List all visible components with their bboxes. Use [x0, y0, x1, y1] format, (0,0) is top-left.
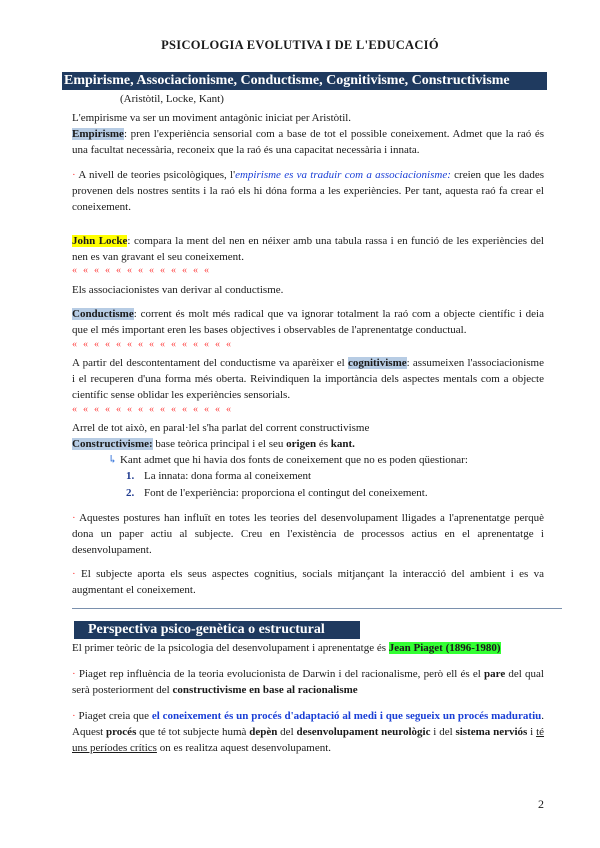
empirisme-text: : pren l'experiència sensorial com a base de tot el possible coneixement. Admet que la raó és una facultat necessària, reconeix que la raó és una capacitat necessària i innata.: [72, 128, 544, 156]
sistema-phrase: sistema nerviós: [455, 726, 528, 738]
conductisme-term: Conductisme: [72, 308, 134, 320]
pare-word: pare: [484, 668, 506, 680]
p2-text-e: i del: [430, 726, 456, 738]
cog-text-a: A partir del descontentament del conductisme va aparèixer el: [72, 357, 348, 369]
list-item: [126, 468, 536, 484]
p1-text-a: Piaget rep influència de la teoria evolucionista de Darwin i del racionalisme, però ell és el: [78, 668, 485, 680]
p2-text-b: . Aquest: [72, 710, 544, 738]
bullet-icon: ·: [72, 568, 76, 580]
list-text: Font de l'experiència: proporciona el contingut del coneixement.: [144, 487, 428, 499]
kant-text: Kant admet que hi havia dos fonts de coneixement que no es poden qüestionar:: [119, 454, 468, 466]
construct-es: és: [316, 438, 331, 450]
bullet-icon: ·: [72, 512, 76, 524]
piaget-influence-paragraph: [72, 666, 544, 698]
chevron-divider-1: «««««««««««««: [72, 265, 215, 276]
teories-text-b: creien que les dades provenen dels nostres sentits i la raó els hi dóna forma a les experiències. Per tant, aquesta raó fa crear el coneixement.: [72, 169, 545, 213]
subjecte-paragraph: [72, 566, 544, 598]
construct-text-a: base teòrica principal i el seu: [152, 438, 287, 450]
constructivisme-term: Constructivisme:: [72, 438, 153, 450]
bullet-icon: ·: [72, 668, 76, 680]
neuro-phrase: desenvolupament neurològic: [296, 726, 431, 738]
empirisme-paragraph: [72, 126, 544, 158]
arrow-icon: ↳: [108, 454, 118, 466]
authors-line: (Aristòtil, Locke, Kant): [120, 93, 224, 105]
constructivisme-phrase: constructivisme en base al racionalisme: [172, 684, 358, 696]
conductisme-paragraph: [72, 306, 544, 338]
locke-text: : compara la ment del nen en néixer amb una tabula rassa i en funció de les experiències del nen es van gravant el seu coneixement.: [72, 235, 544, 263]
list-number: 2.: [126, 487, 135, 499]
adaptacio-phrase: el coneixement és un procés d'adaptació al medi i que segueix un procés maduratiu: [151, 710, 542, 722]
page-number: 2: [538, 797, 544, 811]
divider: [72, 608, 562, 609]
conductisme-text: : corrent és molt més radical que va ignorar totalment la raó com a objecte científic i deia que el més important eren les bases objectives i observables de l'aprenentatge conductual.: [72, 308, 544, 336]
bullet-icon: ·: [72, 710, 76, 722]
teories-paragraph: [72, 167, 544, 215]
chevron-divider-3: «««««««««««««««: [72, 404, 237, 415]
subjecte-text: El subjecte aporta els seus aspectes cognitius, socials mitjançant la interacció del ambient i es va augmentant el coneixement.: [72, 568, 544, 596]
kant-line: [108, 452, 538, 468]
list-number: 1.: [126, 470, 135, 482]
assoc-paragraph: Els associacionistes van derivar al conductisme.: [72, 284, 284, 296]
list-item: [126, 485, 536, 501]
postures-paragraph: [72, 510, 544, 558]
cognitivisme-paragraph: [72, 355, 544, 403]
cog-text-b: : assumeixen l'associacionisme i el recuperen d'una forma més oberta. Reivindiquen la importància dels aspectes mentals com a objecte científic sense oblidar les experiències sensorials.: [72, 357, 544, 401]
section-heading-empirisme: Empirisme, Associacionisme, Conductisme, Cognitivisme, Constructivisme: [62, 72, 547, 90]
p2-text-a: Piaget creia que: [78, 710, 152, 722]
piaget-intro-text: El primer teòric de la psicologia del desenvolupament i aprenentatge és: [72, 642, 389, 654]
postures-text: Aquestes postures han influït en totes les teories del desenvolupament lligades a l'aprenentatge perquè dona un paper actiu al subjecte. Creu en l'existència de processos actius en el aprenentatge i desenvolupament.: [72, 512, 544, 556]
kant-word: kant.: [330, 438, 355, 450]
proces-word: procés: [106, 726, 137, 738]
chevron-divider-2: «««««««««««««««: [72, 339, 237, 350]
intro-paragraph: L'empirisme va ser un moviment antagònic iniciat per Aristòtil.: [72, 112, 352, 124]
p2-text-f: i: [527, 726, 537, 738]
piaget-intro: [72, 640, 544, 656]
section-heading-perspectiva: Perspectiva psico-genètica o estructural: [74, 621, 360, 639]
piaget-adaptacio-paragraph: [72, 708, 544, 756]
locke-term: John Locke: [72, 235, 128, 247]
arrel-line: Arrel de tot això, en paral·lel s'ha parlat del corrent constructivisme: [72, 422, 370, 434]
p2-text-d: del: [277, 726, 297, 738]
cognitivisme-term: cognitivisme: [347, 357, 407, 369]
piaget-name: Jean Piaget (1896-1980): [388, 642, 501, 654]
p2-text-c: que té tot subjecte humà: [136, 726, 250, 738]
empirisme-term: Empirisme: [72, 128, 124, 140]
teories-text-a: A nivell de teories psicològiques, l': [78, 169, 236, 181]
list-text: La innata: dona forma al coneixement: [144, 470, 312, 482]
p1-text-b: del qual serà posteriorment del: [72, 668, 544, 696]
periodes-phrase: té uns períodes crítics: [72, 726, 545, 754]
teories-highlight: empirisme es va traduir com a associacionisme:: [235, 169, 451, 181]
origen-word: origen: [286, 438, 317, 450]
bullet-icon: ·: [72, 169, 76, 181]
depen-word: depèn: [249, 726, 278, 738]
constructivisme-line: [72, 436, 544, 452]
locke-paragraph: [72, 233, 544, 265]
document-title: PSICOLOGIA EVOLUTIVA I DE L'EDUCACIÓ: [161, 38, 439, 52]
p2-text-g: on es realitza aquest desenvolupament.: [156, 742, 332, 754]
